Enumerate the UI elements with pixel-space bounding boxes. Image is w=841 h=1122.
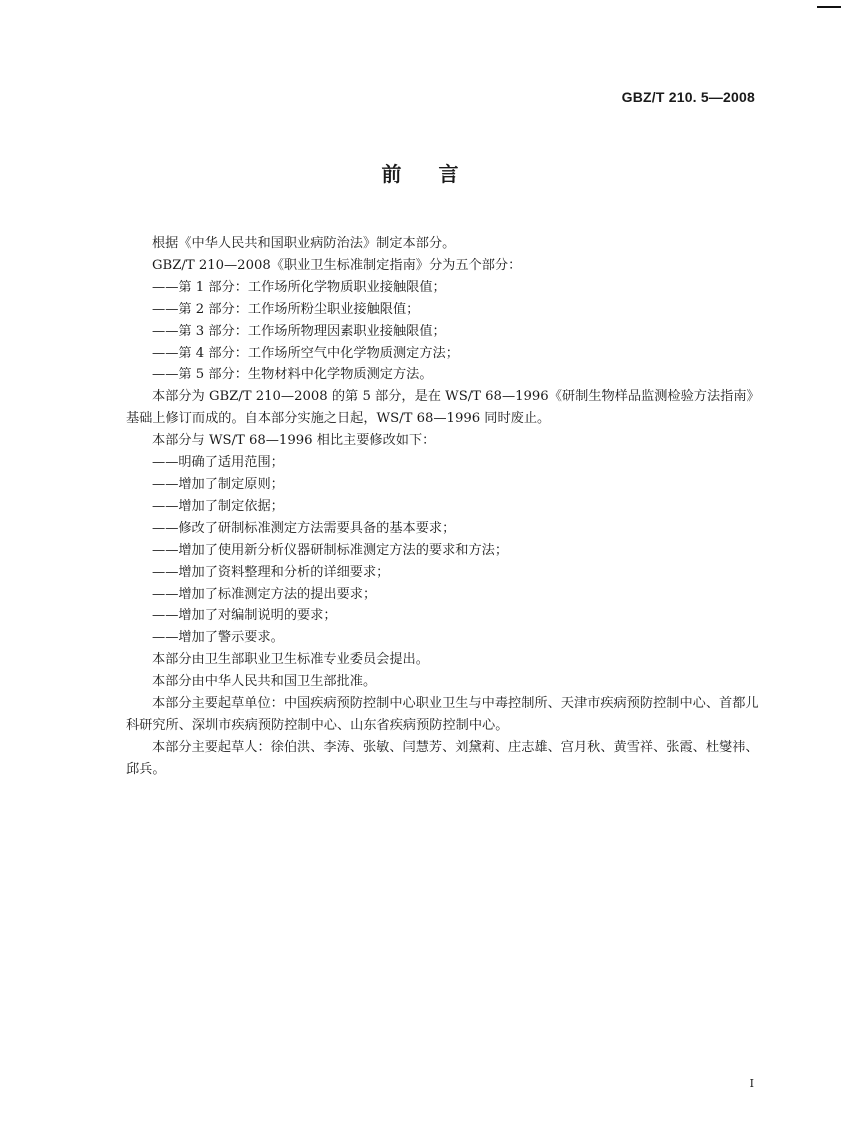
list-item-change: ——增加了制定依据； bbox=[152, 498, 284, 514]
foreword-body bbox=[126, 233, 771, 781]
list-item-part-2: ——第 2 部分：工作场所粉尘职业接触限值； bbox=[152, 301, 420, 317]
page-number: I bbox=[749, 1077, 754, 1090]
list-item-part-5: ——第 5 部分：生物材料中化学物质测定方法。 bbox=[152, 367, 433, 383]
list-item-part-3: ——第 3 部分：工作场所物理因素职业接触限值； bbox=[152, 323, 446, 339]
paragraph-basis: 根据《中华人民共和国职业病防治法》制定本部分。 bbox=[152, 236, 456, 251]
list-item-change: ——增加了警示要求。 bbox=[152, 630, 284, 646]
paragraph-drafting-units: 本部分主要起草单位：中国疾病预防控制中心职业卫生与中毒控制所、天津市疾病预防控制中心、首都儿科研究所、深圳市疾病预防控制中心、山东省疾病预防控制中心。 bbox=[126, 696, 759, 733]
paragraph-changes-intro: 本部分与 WS/T 68—1996 相比主要修改如下： bbox=[152, 433, 436, 449]
list-item-change: ——增加了标准测定方法的提出要求； bbox=[152, 586, 377, 602]
list-item-change: ——明确了适用范围； bbox=[152, 455, 284, 471]
document-id: GBZ/T 210. 5—2008 bbox=[621, 89, 755, 105]
scan-edge-mark bbox=[817, 6, 841, 8]
paragraph-approved-by: 本部分由中华人民共和国卫生部批准。 bbox=[152, 674, 377, 690]
page-title bbox=[0, 158, 841, 187]
title-char-2: 言 bbox=[438, 162, 460, 186]
list-item-part-1: ——第 1 部分：工作场所化学物质职业接触限值； bbox=[152, 279, 446, 295]
paragraph-parts-intro: GBZ/T 210—2008《职业卫生标准制定指南》分为五个部分： bbox=[152, 257, 522, 273]
paragraph-drafters: 本部分主要起草人：徐伯洪、李涛、张敏、闫慧芳、刘黛莉、庄志雄、宫月秋、黄雪祥、张霞、杜燮祎、邱兵。 bbox=[126, 739, 759, 777]
list-item-change: ——增加了制定原则； bbox=[152, 476, 284, 492]
paragraph-revision: 本部分为 GBZ/T 210—2008 的第 5 部分，是在 WS/T 68—1996《研制生物样品监测检验方法指南》基础上修订而成的。自本部分实施之日起，WS/T 68—1996 同时废止。 bbox=[126, 389, 760, 427]
list-item-change: ——增加了对编制说明的要求； bbox=[152, 608, 337, 624]
list-item-change: ——增加了资料整理和分析的详细要求； bbox=[152, 564, 390, 580]
list-item-part-4: ——第 4 部分：工作场所空气中化学物质测定方法； bbox=[152, 345, 459, 361]
list-item-change: ——增加了使用新分析仪器研制标准测定方法的要求和方法； bbox=[152, 542, 509, 558]
paragraph-proposed-by: 本部分由卫生部职业卫生标准专业委员会提出。 bbox=[152, 652, 429, 668]
list-item-change: ——修改了研制标准测定方法需要具备的基本要求； bbox=[152, 520, 456, 536]
title-char-1: 前 bbox=[381, 162, 403, 186]
